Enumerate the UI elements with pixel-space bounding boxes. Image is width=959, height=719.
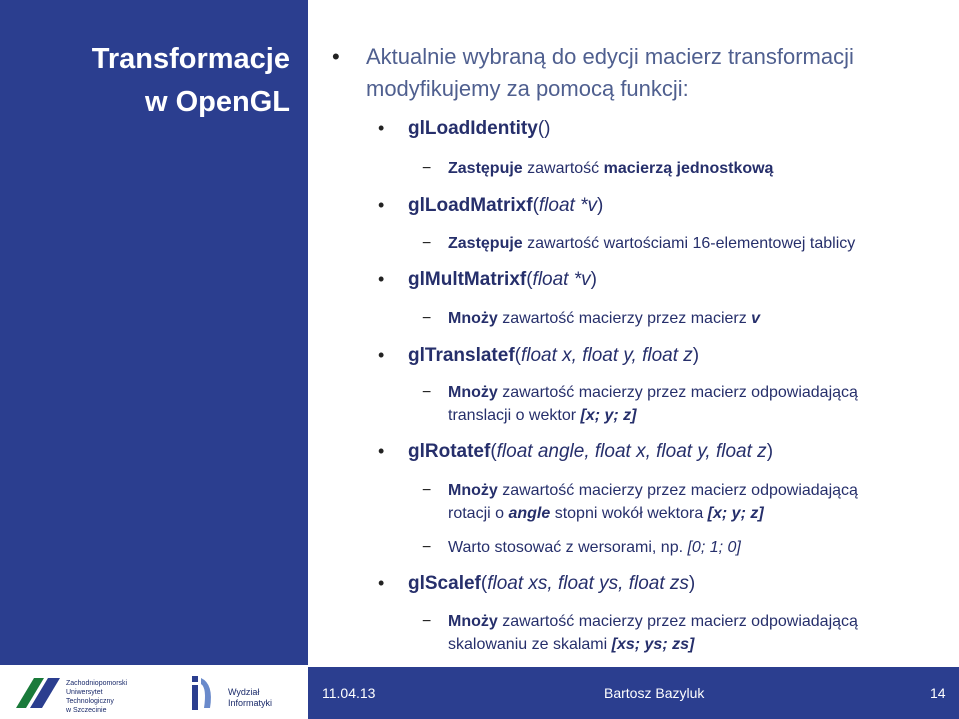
university-logo-icon [14,676,62,710]
dash-icon: − [422,310,432,327]
intro-line-1: Aktualnie wybraną do edycji macierz transformacji [366,44,854,69]
desc-glrotatef-2: rotacji o angle stopni wokół wektora [x; y; z] [448,505,764,522]
desc-gltranslatef: Mnoży zawartość macierzy przez macierz odpowiadającą [448,384,858,401]
dash-icon: − [422,539,432,556]
bullet-icon: • [332,44,340,69]
function-glloadidentity: glLoadIdentity() [408,118,551,139]
dash-icon: − [422,482,432,499]
slide-title: Transformacje w OpenGL [91,43,290,118]
function-gltranslatef: glTranslatef(float x, float y, float z) [408,345,700,366]
function-glrotatef: glRotatef(float angle, float x, float y, float z) [408,441,774,462]
desc-glloadmatrixf: Zastępuje zawartość wartościami 16-elementowej tablicy [448,235,856,252]
footer-author: Bartosz Bazyluk [604,685,705,701]
dash-icon: − [422,384,432,401]
function-glloadmatrixf: glLoadMatrixf(float *v) [408,195,604,216]
footer-date: 11.04.13 [322,685,376,701]
bullet-icon: • [378,195,385,215]
desc-glrotatef: Mnoży zawartość macierzy przez macierz odpowiadającą [448,482,858,499]
page-number: 14 [930,685,946,701]
bullet-icon: • [378,573,385,593]
desc-glmultmatrixf: Mnoży zawartość macierzy przez macierz v [448,310,761,327]
university-name: Zachodniopomorski Uniwersytet Technologiczny w Szczecinie [66,680,128,714]
bullet-icon: • [378,118,385,138]
desc-glscalef: Mnoży zawartość macierzy przez macierz odpowiadającą [448,613,858,630]
desc-glscalef-2: skalowaniu ze skalami [xs; ys; zs] [448,636,695,653]
function-glmultmatrixf: glMultMatrixf(float *v) [408,269,597,290]
dash-icon: − [422,235,432,252]
bullet-icon: • [378,345,385,365]
desc-glloadidentity: Zastępuje zawartość macierzą jednostkową [448,160,774,177]
faculty-name: Wydział Informatyki [228,687,273,708]
function-glscalef: glScalef(float xs, float ys, float zs) [408,573,696,594]
intro-line-2: modyfikujemy za pomocą funkcji: [366,76,689,101]
desc-gltranslatef-2: translacji o wektor [x; y; z] [448,407,637,424]
note-glrotatef: Warto stosować z wersorami, np. [0; 1; 0] [448,539,741,556]
dash-icon: − [422,613,432,630]
faculty-logo-icon [190,674,216,712]
bullet-icon: • [378,441,385,461]
dash-icon: − [422,160,432,177]
bullet-icon: • [378,269,385,289]
